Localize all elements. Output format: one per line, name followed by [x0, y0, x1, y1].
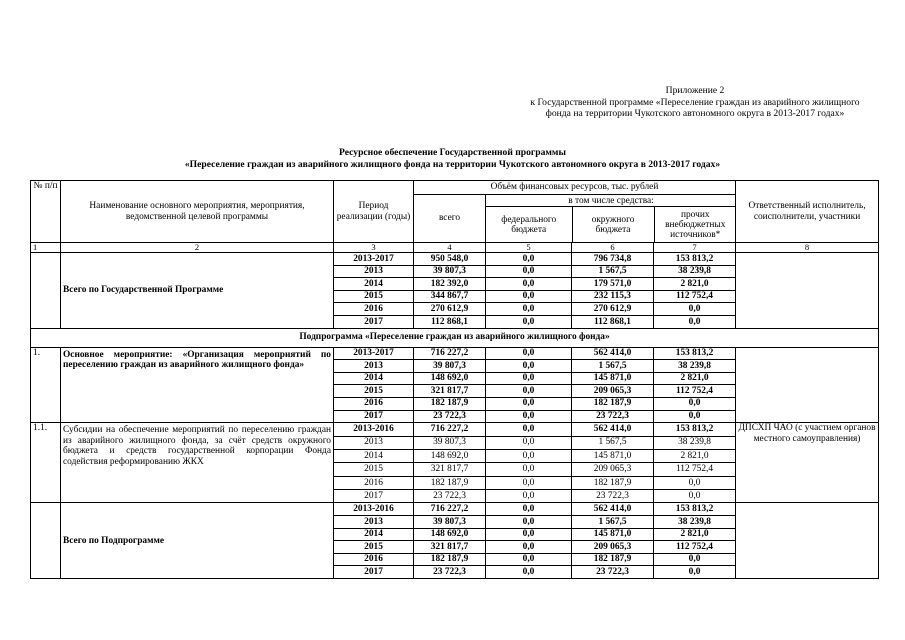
activity1-period: 2014: [334, 372, 414, 385]
appendix-caption: [520, 85, 870, 120]
activity1-total: 321 817,7: [414, 385, 486, 398]
activity1-executor: [736, 347, 879, 423]
activity1-total: 23 722,3: [414, 410, 486, 423]
activity1-federal: 0,0: [486, 410, 572, 423]
activity1-period: 2015: [334, 385, 414, 398]
total_program-district: 1 567,5: [572, 265, 654, 278]
activity11-total: 148 692,0: [414, 449, 486, 462]
total_subprogram-district: 145 871,0: [572, 528, 654, 541]
idx-5: 5: [486, 243, 572, 253]
total_program-federal: 0,0: [486, 303, 572, 316]
activity11-district: 23 722,3: [572, 490, 654, 503]
activity11-other: 112 752,4: [654, 463, 736, 476]
total_program-district: 796 734,8: [572, 253, 654, 266]
activity11-period: 2013-2016: [334, 423, 414, 436]
total_subprogram-period: 2016: [334, 553, 414, 566]
total_subprogram-district: 209 065,3: [572, 541, 654, 554]
activity1-total: 39 807,3: [414, 360, 486, 373]
total_subprogram-executor: [736, 503, 879, 579]
activity11-district: 182 187,9: [572, 476, 654, 489]
total_program-period: 2017: [334, 315, 414, 328]
total_subprogram-period: 2014: [334, 528, 414, 541]
activity1-district: 1 567,5: [572, 360, 654, 373]
header-num: № п/п: [31, 181, 61, 243]
idx-8: 8: [736, 243, 879, 253]
subprogram-row: [31, 328, 879, 347]
total_program-total: 39 807,3: [414, 265, 486, 278]
activity1-district: 562 414,0: [572, 347, 654, 360]
total_subprogram-federal: 0,0: [486, 553, 572, 566]
idx-4: 4: [414, 243, 486, 253]
activity11-federal: 0,0: [486, 423, 572, 436]
table-body: [31, 253, 879, 579]
activity1-period: 2013-2017: [334, 347, 414, 360]
activity1-other: 0,0: [654, 397, 736, 410]
activity11-label: Субсидии на обеспечение мероприятий по переселению граждан из аварийного жилищного фонда, за счёт средств окружного бюджета и средств государственной корпорации Фонда содействия реформированию ЖКХ: [61, 423, 334, 503]
total_subprogram-other: 0,0: [654, 553, 736, 566]
total_subprogram-federal: 0,0: [486, 503, 572, 516]
total_subprogram-num: [31, 503, 61, 579]
activity1-district: 145 871,0: [572, 372, 654, 385]
total_subprogram-total: 321 817,7: [414, 541, 486, 554]
total_program-federal: 0,0: [486, 265, 572, 278]
total_subprogram-federal: 0,0: [486, 541, 572, 554]
activity1-district: 209 065,3: [572, 385, 654, 398]
idx-7: 7: [654, 243, 736, 253]
activity1-other: 153 813,2: [654, 347, 736, 360]
total_program-period: 2013: [334, 265, 414, 278]
total_program-period: 2015: [334, 290, 414, 303]
idx-6: 6: [572, 243, 654, 253]
idx-2: 2: [61, 243, 334, 253]
activity1-num: 1.: [31, 347, 61, 423]
idx-1: 1: [31, 243, 61, 253]
document-title: [0, 147, 905, 170]
activity11-other: 0,0: [654, 476, 736, 489]
total_program-district: 179 571,0: [572, 278, 654, 291]
total_subprogram-federal: 0,0: [486, 528, 572, 541]
total_subprogram-other: 38 239,8: [654, 516, 736, 529]
activity11-federal: 0,0: [486, 476, 572, 489]
total_subprogram-district: 1 567,5: [572, 516, 654, 529]
total_program-total: 112 868,1: [414, 315, 486, 328]
header-total: всего: [414, 195, 486, 243]
activity11-district: 1 567,5: [572, 436, 654, 449]
header-other: прочих внебюджетных источников*: [665, 209, 726, 240]
total_subprogram-other: 112 752,4: [654, 541, 736, 554]
activity1-period: 2016: [334, 397, 414, 410]
total_subprogram-period: 2013: [334, 516, 414, 529]
activity11-period: 2013: [334, 436, 414, 449]
activity11-other: 153 813,2: [654, 423, 736, 436]
activity11-other: 2 821,0: [654, 449, 736, 462]
activity11-total: 39 807,3: [414, 436, 486, 449]
activity11-federal: 0,0: [486, 490, 572, 503]
activity1-row: [31, 347, 879, 360]
total_program-row: [31, 253, 879, 266]
activity1-other: 112 752,4: [654, 385, 736, 398]
idx-3: 3: [334, 243, 414, 253]
activity11-total: 23 722,3: [414, 490, 486, 503]
resource-table: [30, 180, 879, 579]
total_subprogram-label: Всего по Подпрограмме: [61, 503, 334, 579]
header-federal: федерального бюджета: [486, 207, 572, 243]
total_program-total: 950 548,0: [414, 253, 486, 266]
total_subprogram-federal: 0,0: [486, 516, 572, 529]
header-district: окружного бюджета: [572, 207, 654, 243]
subprogram-title: Подпрограмма «Переселение граждан из аварийного жилищного фонда»: [31, 328, 879, 347]
total_subprogram-district: 182 187,9: [572, 553, 654, 566]
activity11-other: 0,0: [654, 490, 736, 503]
activity11-federal: 0,0: [486, 449, 572, 462]
activity1-federal: 0,0: [486, 385, 572, 398]
activity1-label: Основное мероприятие: «Организация мероприятий по переселению граждан из аварийного жилищного фонда»: [61, 347, 334, 423]
total_program-other: 38 239,8: [654, 265, 736, 278]
total_program-executor: [736, 253, 879, 329]
total_subprogram-total: 39 807,3: [414, 516, 486, 529]
activity11-total: 182 187,9: [414, 476, 486, 489]
header-volume: Объём финансовых ресурсов, тыс. рублей: [414, 181, 736, 195]
total_subprogram-period: 2013-2016: [334, 503, 414, 516]
total_program-total: 182 392,0: [414, 278, 486, 291]
activity11-period: 2016: [334, 476, 414, 489]
total_program-period: 2014: [334, 278, 414, 291]
total_subprogram-other: 153 813,2: [654, 503, 736, 516]
header-row-1: [31, 181, 879, 195]
total_program-district: 270 612,9: [572, 303, 654, 316]
activity1-total: 716 227,2: [414, 347, 486, 360]
total_program-total: 270 612,9: [414, 303, 486, 316]
activity11-executor: ДПСХП ЧАО (с участием органов местного самоуправления): [736, 423, 879, 503]
total_subprogram-district: 23 722,3: [572, 566, 654, 579]
activity1-other: 2 821,0: [654, 372, 736, 385]
activity11-other: 38 239,8: [654, 436, 736, 449]
total_program-district: 112 868,1: [572, 315, 654, 328]
activity1-period: 2013: [334, 360, 414, 373]
total_program-other: 2 821,0: [654, 278, 736, 291]
activity11-period: 2014: [334, 449, 414, 462]
activity1-federal: 0,0: [486, 372, 572, 385]
total_program-federal: 0,0: [486, 278, 572, 291]
activity1-federal: 0,0: [486, 360, 572, 373]
title-line2: «Переселение граждан из аварийного жилищного фонда на территории Чукотского автономного округа в 2013-2017 годах»: [184, 158, 721, 170]
activity1-federal: 0,0: [486, 397, 572, 410]
activity11-total: 716 227,2: [414, 423, 486, 436]
activity11-total: 321 817,7: [414, 463, 486, 476]
activity1-total: 182 187,9: [414, 397, 486, 410]
total_subprogram-total: 148 692,0: [414, 528, 486, 541]
total_program-other: 0,0: [654, 315, 736, 328]
total_subprogram-federal: 0,0: [486, 566, 572, 579]
total_program-district: 232 115,3: [572, 290, 654, 303]
total_subprogram-period: 2017: [334, 566, 414, 579]
header-executor: Ответственный исполнитель, соисполнители, участники: [736, 181, 879, 243]
activity11-district: 145 871,0: [572, 449, 654, 462]
activity11-district: 562 414,0: [572, 423, 654, 436]
activity1-other: 0,0: [654, 410, 736, 423]
header-name: Наименование основного мероприятия, мероприятия, ведомственной целевой программы: [61, 181, 334, 243]
title-line1: Ресурсное обеспечение Государственной программы: [339, 147, 566, 158]
total_subprogram-total: 23 722,3: [414, 566, 486, 579]
header-period: Период реализации (годы): [334, 181, 414, 243]
total_program-other: 112 752,4: [654, 290, 736, 303]
total_program-federal: 0,0: [486, 290, 572, 303]
total_subprogram-period: 2015: [334, 541, 414, 554]
total_program-num: [31, 253, 61, 329]
total_program-period: 2013-2017: [334, 253, 414, 266]
activity1-period: 2017: [334, 410, 414, 423]
activity11-period: 2015: [334, 463, 414, 476]
total_subprogram-total: 182 187,9: [414, 553, 486, 566]
header-including-cell: [486, 195, 736, 243]
total_program-other: 0,0: [654, 303, 736, 316]
total_subprogram-row: [31, 503, 879, 516]
total_subprogram-other: 0,0: [654, 566, 736, 579]
appendix-line2: к Государственной программе «Переселение граждан из аварийного жилищного фонда на территории Чукотского автономного округа в 2013-2017 годах»: [530, 96, 860, 119]
total_program-federal: 0,0: [486, 315, 572, 328]
activity1-total: 148 692,0: [414, 372, 486, 385]
activity11-federal: 0,0: [486, 463, 572, 476]
total_program-federal: 0,0: [486, 253, 572, 266]
activity1-district: 182 187,9: [572, 397, 654, 410]
activity1-other: 38 239,8: [654, 360, 736, 373]
total_subprogram-total: 716 227,2: [414, 503, 486, 516]
column-index-row: [31, 243, 879, 253]
total_subprogram-other: 2 821,0: [654, 528, 736, 541]
activity11-row: [31, 423, 879, 436]
appendix-line1: Приложение 2: [665, 85, 725, 96]
activity11-num: 1.1.: [31, 423, 61, 503]
total_program-total: 344 867,7: [414, 290, 486, 303]
header-including: в том числе средства:: [486, 195, 736, 207]
activity11-district: 209 065,3: [572, 463, 654, 476]
activity1-district: 23 722,3: [572, 410, 654, 423]
total_subprogram-district: 562 414,0: [572, 503, 654, 516]
activity1-federal: 0,0: [486, 347, 572, 360]
total_program-label: Всего по Государственной Программе: [61, 253, 334, 329]
total_program-period: 2016: [334, 303, 414, 316]
activity11-period: 2017: [334, 490, 414, 503]
total_program-other: 153 813,2: [654, 253, 736, 266]
activity11-federal: 0,0: [486, 436, 572, 449]
